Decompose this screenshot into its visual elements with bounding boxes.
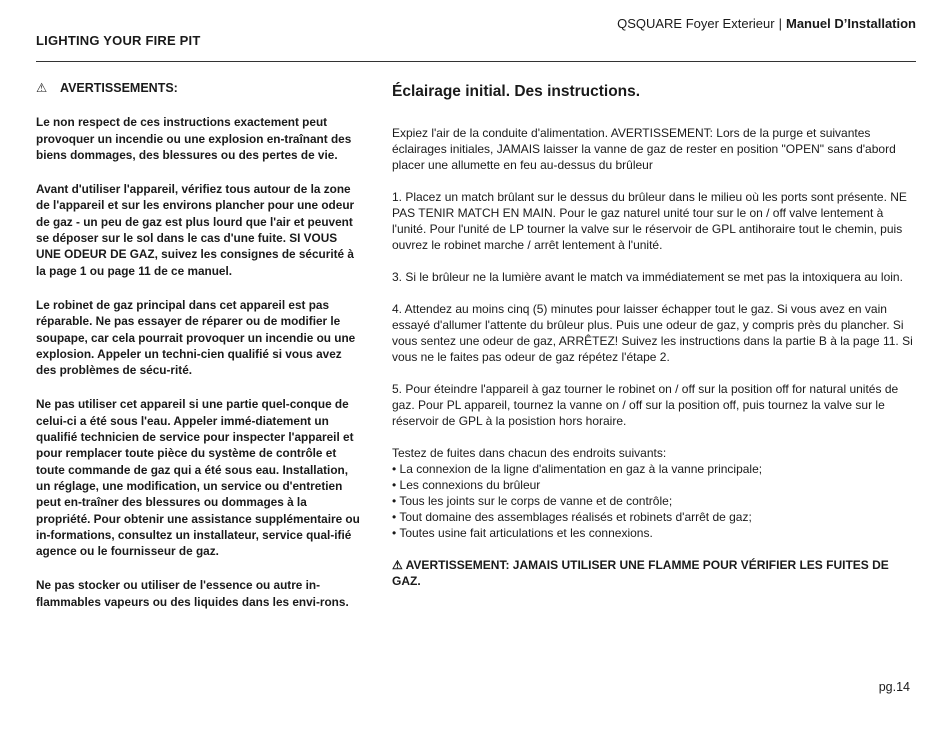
- instruction-step-3: 3. Si le brûleur ne la lumière avant le match va immédiatement se met pas la intoxiquera au loin.: [392, 270, 903, 284]
- warnings-column: [36, 80, 362, 628]
- page-number: pg.14: [878, 680, 910, 694]
- instruction-step-1: 1. Placez un match brûlant sur le dessus du brûleur dans le milieu où les ports sont présente. NE PAS TENIR MATCH EN MAIN. Pour le gaz naturel unité tour sur le on / off valve lentement à l'unité. Pour l'unité de LP tourner la valve sur le réservoir de GPL antihoraire tout le chemin, puis ouvrez le robinet marche / arrêt lentement à l'unité.: [392, 190, 907, 252]
- list-item: • Tout domaine des assemblages réalisés et robinets d'arrêt de gaz;: [392, 509, 916, 525]
- instructions-title: Éclairage initial. Des instructions.: [392, 83, 641, 100]
- final-warning-text: AVERTISSEMENT: JAMAIS UTILISER UNE FLAMME POUR VÉRIFIER LES FUITES DE GAZ.: [392, 558, 889, 588]
- warning-paragraph: Ne pas utiliser cet appareil si une partie quel-conque de celui-ci a été sous l'eau. Appeler immé-diatement un qualifié technicien de service pour inspecter l'appareil et pour remplacer toute pièce du système de contrôle et toute commande de gaz qui a été sous eau. Installation, un réglage, une modification, un service ou d'entretien peut en-traîner des blessures ou dommages à la propriété. Pour obtenir une assistance supplémentaire ou in-formations, consultez un installateur, service qual-ifié agence ou le fournisseur de gaz.: [36, 397, 360, 559]
- instruction-step-4: 4. Attendez au moins cinq (5) minutes pour laisser échapper tout le gaz. Si vous avez en vain essayé d'allumer l'attente du brûleur plus. Puis une odeur de gaz, y compris près du plancher. Si vous sentez une odeur de gaz, ARRÊTEZ! Suivez les instructions dans la partie B à la page 11. Si vous ne le faites pas odeur de gaz répétez l'étape 2.: [392, 302, 913, 364]
- final-warning: [392, 557, 916, 589]
- warning-icon: ⚠: [36, 81, 48, 95]
- list-item: • La connexion de la ligne d'alimentation en gaz à la vanne principale;: [392, 461, 916, 477]
- list-item: • Tous les joints sur le corps de vanne et de contrôle;: [392, 493, 916, 509]
- header-rule: [36, 61, 916, 62]
- leak-test-intro: Testez de fuites dans chacun des endroits suivants:: [392, 446, 667, 460]
- document-header: [617, 16, 916, 31]
- warning-paragraph: Avant d'utiliser l'appareil, vérifiez tous autour de la zone de l'appareil et sur les environs plancher pour une odeur de gaz - un peu de gaz est plus lourd que l'air et peuvent se déposer sur le sol dans le cas d'une fuite. SI VOUS UNE ODEUR DE GAZ, suivez les consignes de sécurité à la page 1 ou page 11 de ce manuel.: [36, 182, 355, 278]
- warning-paragraph: Ne pas stocker ou utiliser de l'essence ou autre in-flammables vapeurs ou des liquides dans les envi-rons.: [36, 578, 349, 609]
- warning-paragraph: Le robinet de gaz principal dans cet appareil est pas réparable. Ne pas essayer de réparer ou de modifier le soupape, car cela pourrait provoquer un incendie ou une explosion. Appeler un techni-cien qualifié si vous avez des problèmes de sécu-rité.: [36, 297, 356, 378]
- warnings-title: AVERTISSEMENTS:: [60, 81, 178, 95]
- manual-title: Manuel D’Installation: [785, 16, 916, 31]
- instructions-intro: Expiez l'air de la conduite d'alimentation. AVERTISSEMENT: Lors de la purge et suivantes éclairages initiales, JAMAIS laisser la vanne de gaz de rester en position "OPEN" sans d'abord placer une allumette en feu au-dessus du brûleur: [392, 126, 896, 172]
- warnings-heading: [36, 80, 362, 96]
- list-item: • Les connexions du brûleur: [392, 477, 916, 493]
- warning-icon: ⚠: [392, 558, 403, 572]
- brand-name: QSQUARE Foyer Exterieur: [617, 16, 775, 31]
- instruction-step-5: 5. Pour éteindre l'appareil à gaz tourner le robinet on / off sur la position off for natural unités de gaz. Pour PL appareil, tournez la vanne on / off sur la position off, puis tournez la valve sur le réservoir de GPL à la posistion hors horaire.: [392, 382, 899, 428]
- instructions-column: [392, 84, 916, 589]
- section-title: LIGHTING YOUR FIRE PIT: [36, 33, 201, 48]
- warning-paragraph: Le non respect de ces instructions exactement peut provoquer un incendie ou une explosion en-traînant des biens dommages, des blessures ou des pertes de vie.: [36, 115, 352, 162]
- header-separator: |: [778, 16, 782, 31]
- list-item: • Toutes usine fait articulations et les connexions.: [392, 525, 916, 541]
- leak-test-list: [392, 461, 916, 541]
